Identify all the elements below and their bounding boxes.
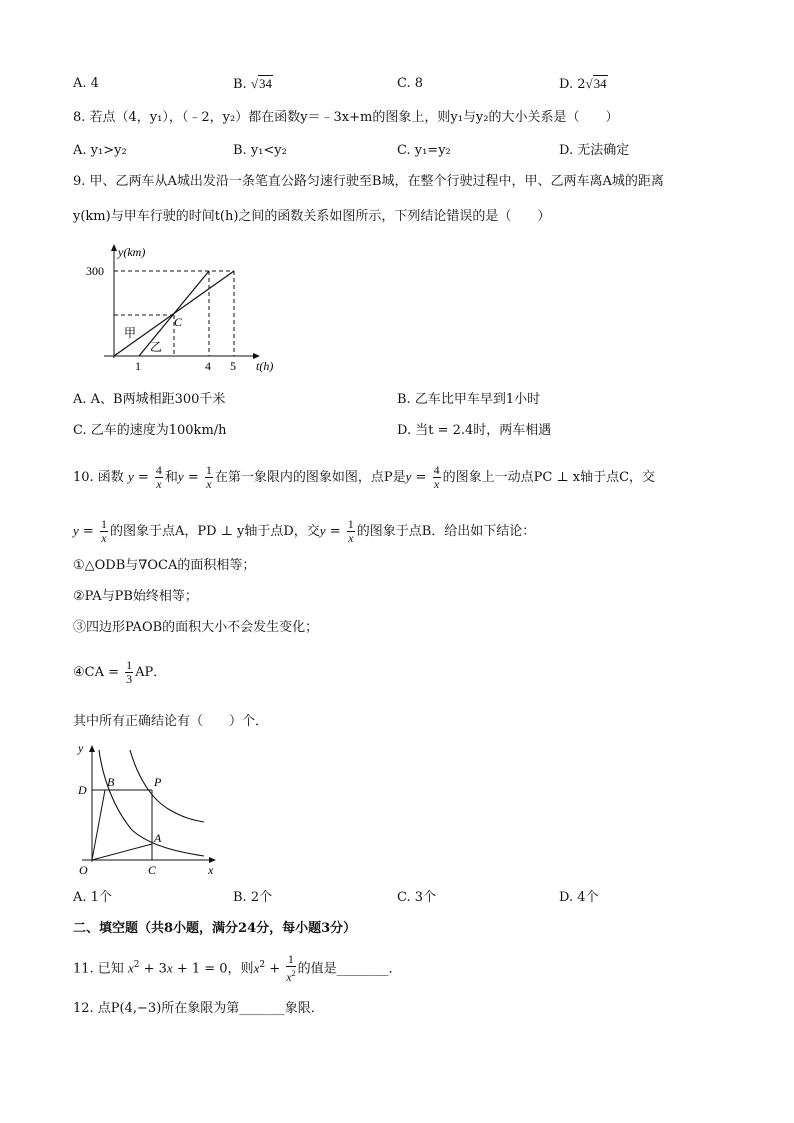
q7-option-d: D. 2√34 (559, 76, 607, 92)
fraction-1-over-x-squared: $\frac{1}{x^2}$ (286, 952, 296, 985)
q10-statement-4: ④CA = $\frac{1}{3}$ AP． (73, 658, 167, 686)
q10-statement-3: ③四边形PAOB的面积大小不会发生变化； (73, 620, 319, 635)
q10-curve-4-over-x (130, 750, 204, 822)
q9-line-yi-label: 乙 (150, 340, 163, 354)
sqrt-symbol: √34 (585, 76, 607, 91)
q9-option-a: A. A、B两城相距300千米 (73, 392, 226, 407)
fraction-4-over-x: $\frac{4}{x}$ (155, 463, 162, 491)
sqrt-symbol: √34 (250, 76, 272, 91)
q9-y-tick-300: 300 (86, 264, 104, 278)
q10-option-d: D. 4个 (559, 890, 599, 905)
q10-graph (70, 740, 230, 880)
fraction-1-over-x: $\frac{1}{x}$ (205, 463, 212, 491)
q8-option-a: A. y₁>y₂ (73, 143, 127, 158)
q7-option-a: A. 4 (73, 76, 99, 91)
q8-option-b: B. y₁<y₂ (233, 143, 287, 158)
q9-stem-line1: 9. 甲、乙两车从A城出发沿一条笔直公路匀速行驶至B城，在整个行驶过程中，甲、乙两车离A城的距离 (73, 174, 664, 189)
fraction-4-over-x: $\frac{4}{x}$ (433, 463, 440, 491)
q9-line-jia-label: 甲 (124, 326, 137, 340)
q10-label-y: y (78, 741, 84, 755)
q9-point-c-label: C (174, 315, 183, 329)
section-2-heading: 二、填空题（共8小题，满分24分，每小题3分） (73, 921, 357, 936)
q10-label-p: P (154, 775, 162, 789)
fraction-1-over-x: $\frac{1}{x}$ (100, 517, 107, 545)
q9-x-tick-4: 4 (205, 359, 211, 373)
q10-label-d: D (78, 783, 87, 797)
q11-text: 11. 已知 $x^2 + 3x + 1 = 0$，则$x^2$ + $\frac{1}{x^2}$ 的值是________． (73, 952, 402, 985)
q10-stem-line2: y = $\frac{1}{x}$ 的图象于点A，PD ⊥ y轴于点D，交y = $\frac{1}{x}$ 的图象于点B．给出如下结论： (73, 517, 536, 545)
q8-option-d: D. 无法确定 (559, 143, 630, 158)
q9-option-c: C. 乙车的速度为100km/h (73, 423, 227, 438)
q10-label-c: C (148, 863, 157, 877)
q10-statement-1: ①△ODB与∇OCA的面积相等； (73, 558, 256, 573)
q9-y-arrow (111, 244, 117, 251)
q10-label-x: x (208, 863, 214, 877)
q7-option-c: C. 8 (397, 76, 424, 91)
q9-y-axis-label: y(km) (118, 245, 146, 259)
q7-option-b: B. √34 (233, 76, 272, 92)
q12-text: 12. 点P(4,−3)所在象限为第_______象限． (73, 1001, 324, 1016)
q10-label-o: O (79, 863, 88, 877)
fraction-1-over-x: $\frac{1}{x}$ (347, 517, 354, 545)
q10-option-b: B. 2个 (233, 890, 273, 905)
q9-x-tick-1: 1 (135, 359, 141, 373)
q10-option-c: C. 3个 (397, 890, 437, 905)
q10-segment-ob (92, 790, 105, 860)
q9-x-axis-label: t(h) (256, 359, 274, 373)
q10-question: 其中所有正确结论有（ ）个． (73, 714, 269, 729)
q10-option-a: A. 1个 (73, 890, 112, 905)
q8-option-c: C. y₁=y₂ (397, 143, 451, 158)
q9-x-tick-5: 5 (230, 359, 236, 373)
q8-stem: 8. 若点（4，y₁），（﹣2，y₂）都在函数y＝﹣3x+m的图象上，则y₁与y₂的大小关系是（ ） (73, 110, 619, 125)
q9-option-d: D. 当t = 2.4时，两车相遇 (397, 423, 552, 438)
q9-stem-line2: y(km)与甲车行驶的时间t(h)之间的函数关系如图所示，下列结论错误的是（ ） (73, 209, 551, 224)
q10-stem-line1: 10. 函数 y = $\frac{4}{x}$ 和y = $\frac{1}{x}$ 在第一象限内的图象如图，点P是y = $\frac{4}{x}$ 的图象上一动点PC ⊥ x轴于点C，交 (73, 463, 656, 491)
fraction-1-over-3: $\frac{1}{3}$ (126, 658, 133, 686)
q10-label-b: B (107, 775, 115, 789)
q10-statement-2: ②PA与PB始终相等； (73, 589, 198, 604)
q9-graph (84, 240, 284, 375)
q9-option-b: B. 乙车比甲车早到1小时 (397, 392, 541, 407)
q10-segment-oa (92, 844, 152, 860)
q10-label-a: A (154, 831, 162, 845)
q10-y-arrow (89, 745, 95, 752)
